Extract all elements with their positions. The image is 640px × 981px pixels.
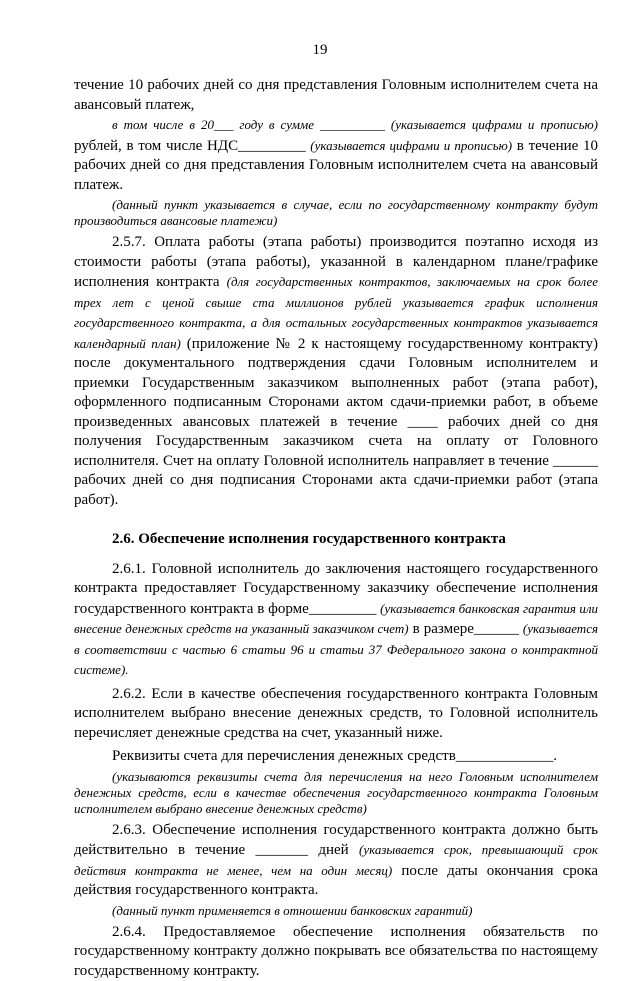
p257-text-c: (приложение № 2 к настоящему государственному контракту) после документального подтверждения сдачи Головным исполнителем и приемки Государственным заказчиком выполненных работ (этапа работ), оформленного подписанным Сторонами актом сдачи-приемки работ, в объеме произведенных авансовых платежей в течение ____ рабочих дней со дня получения Государственным заказчиком счета на оплату от Головного исполнителя. Счет на оплату Головной исполнитель направляет в течение ______ рабочих дней со дня подписания Сторонами акта сдачи-приемки работ (этапа работ). [74,336,598,508]
paragraph-2-5-7 [74,233,598,510]
p261-text-a: 2.6.1. Головной исполнитель до заключения настоящего государственного контракта предоставляет Государственному заказчику обеспечение исполнения государственного контракта в форме_________ [74,561,598,617]
advance-term-text: в течение 10 рабочих дней со дня представления Головным исполнителем счета на авансовый платеж. [74,138,598,193]
note-account-details: (указываются реквизиты счета для перечисления на него Головным исполнителем денежных средств, если в качестве обеспечения государственного контракта Головным исполнителем выбрано внесение денежных средств) [74,769,598,817]
paragraph-2-6-2: 2.6.2. Если в качестве обеспечения государственного контракта Головным исполнителем выбрано внесение денежных средств, то Головной исполнитель перечисляет денежные средства на счет, указанный ниже. [74,685,598,744]
p263-text-a: 2.6.3. Обеспечение исполнения государственного контракта должно быть действительно в течение _______ дней [74,822,598,859]
section-heading-2-6: 2.6. Обеспечение исполнения государственного контракта [74,530,598,550]
p257-hint: (для государственных контрактов, заключаемых на срок более трех лет с ценой свыше ста миллионов рублей указывается график исполнения государственного контракта, а для остальных государственных контрактов указывается календарный план) [74,274,598,351]
paragraph-2-6-4: 2.6.4. Предоставляемое обеспечение исполнения обязательств по государственному контракту должно покрывать все обязательства по настоящему государственному контракту. [74,923,598,981]
note-bank-guarantee: (данный пункт применяется в отношении банковских гарантий) [74,903,598,919]
paragraph-2-6-3 [74,821,598,901]
p261-hint-form: (указывается банковская гарантия или внесение денежных средств на указанный заказчиком счет) [74,601,598,637]
p261-text-c: в размере______ [409,621,523,637]
paragraph-account-details: Реквизиты счета для перечисления денежных средств_____________. [74,747,598,767]
advance-year-hint: (указывается цифрами и прописью) [385,117,598,132]
paragraph-2-6-1 [74,560,598,681]
p263-text-c: после даты окончания срока действия государственного контракта. [74,863,598,899]
advance-vat-text: рублей, в том числе НДС_________ [74,138,310,154]
p263-hint: (указывается срок, превышающий срок действия контракта не менее, чем на один месяц) [74,842,598,878]
advance-vat-hint: (указывается цифрами и прописью) [310,138,512,153]
p257-text-a: 2.5.7. Оплата работы (этапа работы) производится поэтапно исходя из стоимости работы (этапа работы), указанной в календарном плане/графике исполнения контракта [74,234,598,290]
paragraph-payment-term: течение 10 рабочих дней со дня представления Головным исполнителем счета на авансовый платеж, [74,76,598,115]
advance-year-text: в том числе в 20___ году в сумме __________ [112,117,385,132]
paragraph-advance-year [74,115,598,195]
p261-hint-size: (указывается в соответствии с частью 6 статьи 96 и статьи 37 Федерального закона о контрактной системе). [74,621,598,677]
note-advance: (данный пункт указывается в случае, если по государственному контракту будут производиться авансовые платежи) [74,197,598,229]
page-number: 19 [0,42,640,59]
document-body [74,76,598,981]
